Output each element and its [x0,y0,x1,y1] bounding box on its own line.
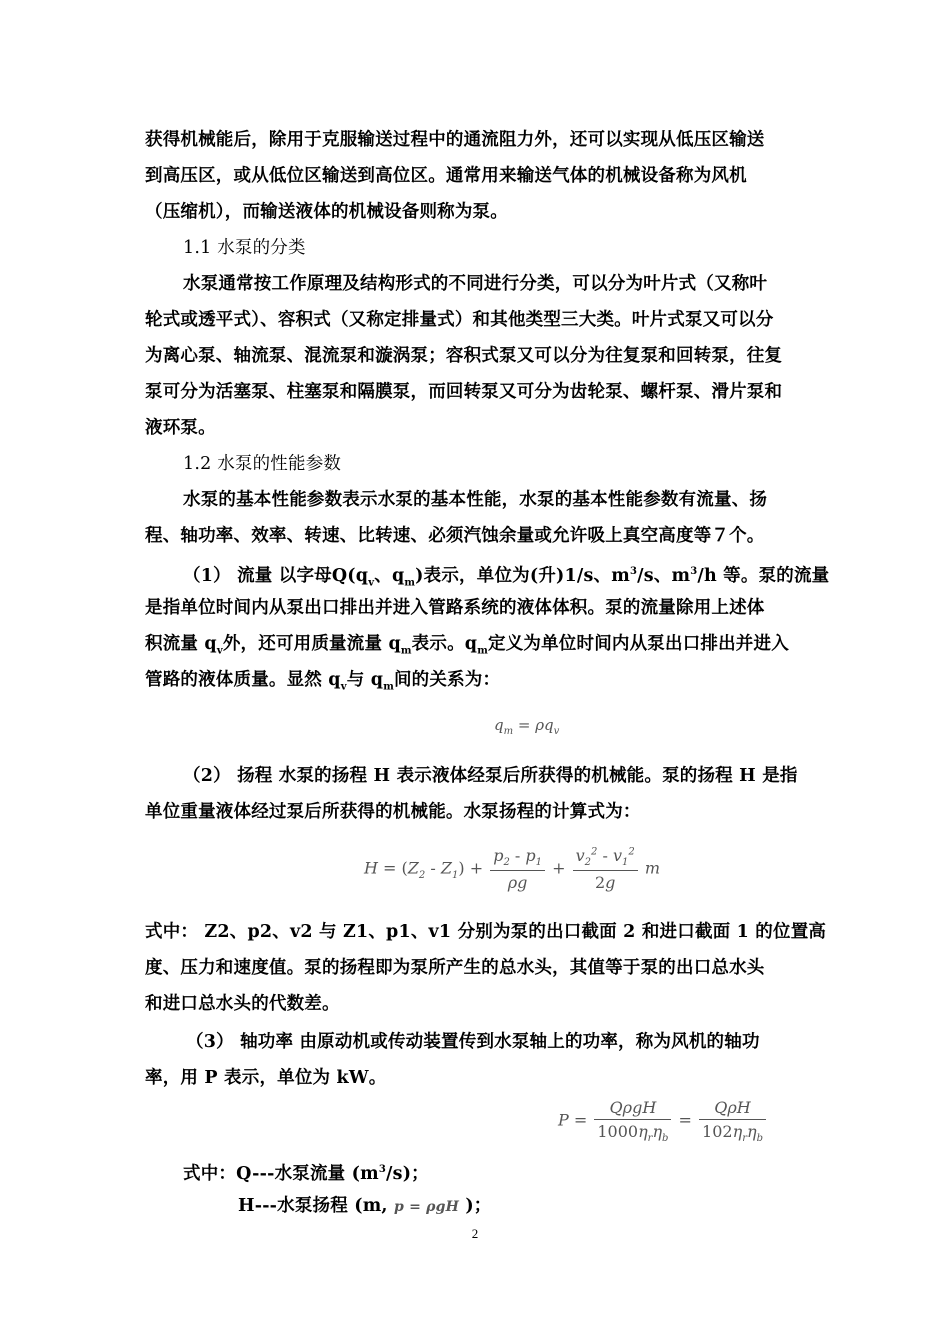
paragraph-line: 液环泵。 [145,418,216,438]
power-line-2: 率，用 P 表示，单位为 kW。 [145,1068,387,1088]
paragraph-line: 水泵通常按工作原理及结构形式的不同进行分类，可以分为叶片式（又称叶 [183,274,768,294]
section-heading-1-1: 1.1 水泵的分类 [183,238,306,258]
page-number: 2 [471,1226,479,1241]
flow-line-2: 是指单位时间内从泵出口排出并进入管路系统的液体体积。泵的流量除用上述体 [145,598,765,618]
where-line-1: 式中：Q---水泵流量 $(m^3/s)$； [183,1163,429,1184]
paragraph-line: 轮式或透平式）、容积式（又称定排量式）和其他类型三大类。叶片式泵又可以分 [145,310,774,330]
inline-formula-pressure: p = ρgH [394,1199,460,1215]
head-line-3: 式中： Z2、p2、v2 与 Z1、p1、v1 分别为泵的出口截面 2 和进口截面 1 的位置高 [145,922,827,942]
head-line-2: 单位重量液体经过泵后所获得的机械能。水泵扬程的计算式为： [145,802,641,822]
paragraph-line: 泵可分为活塞泵、柱塞泵和隔膜泵，而回转泵又可分为齿轮泵、螺杆泵、滑片泵和 [145,382,783,402]
head-line-5: 和进口总水头的代数差。 [145,994,340,1014]
paragraph-line: 到高压区，或从低位区输送到高位区。通常用来输送气体的机械设备称为风机 [145,166,747,186]
paragraph-line: 获得机械能后，除用于克服输送过程中的通流阻力外，还可以实现从低压区输送 [145,130,765,150]
paragraph-line: 为离心泵、轴流泵、混流泵和漩涡泵；容积式泵又可以分为往复泵和回转泵，往复 [145,346,783,366]
paragraph-line: 水泵的基本性能参数表示水泵的基本性能，水泵的基本性能参数有流量、扬 [183,490,768,510]
paragraph-line: （压缩机），而输送液体的机械设备则称为泵。 [145,202,508,222]
power-line-1: （3） 轴功率 由原动机或传动装置传到水泵轴上的功率，称为风机的轴功 [186,1032,760,1052]
flow-line-3: 积流量 $q_v$外，还可用质量流量 $q_m$表示。$q_m$定义为单位时间内从泵出口排出并进入 [145,634,789,657]
flow-line-4: 管路的液体质量。显然 $q_v$与 $q_m$间的关系为： [145,670,501,693]
section-heading-1-2: 1.2 水泵的性能参数 [183,454,342,474]
head-line-4: 度、压力和速度值。泵的扬程即为泵所产生的总水头，其值等于泵的出口总水头 [145,958,765,978]
paragraph-line: 程、轴功率、效率、转速、比转速、必须汽蚀余量或允许吸上真空高度等７个。 [145,526,765,546]
formula-shaft-power: P = $\frac{\text{QρgH}}{1000\eta_r\eta_b}$ = $\frac{\text{QρH}}{102\eta_r\eta_b}$ [558,1098,768,1144]
head-line-1: （2） 扬程 水泵的扬程 H 表示液体经泵后所获得的机械能。泵的扬程 H 是指 [183,766,798,786]
flow-line-1: （1） 流量 以字母$Q(q_v$、$q_m$)表示，单位为(升)1/s、$m^3/s$、$m^3/h$ 等。泵的流量 [183,565,830,589]
formula-head: $H = (Z_2 - Z_1)$ + $\frac{p_2 - p_1}{\rho g}$ + $\frac{v_2^2 - v_1^2}{2g}$ m [364,846,661,893]
formula-mass-flow: $q_m = \rho q_v$ [494,716,560,737]
where-line-2: H---水泵扬程 (m, p = ρgH )； [238,1196,492,1216]
